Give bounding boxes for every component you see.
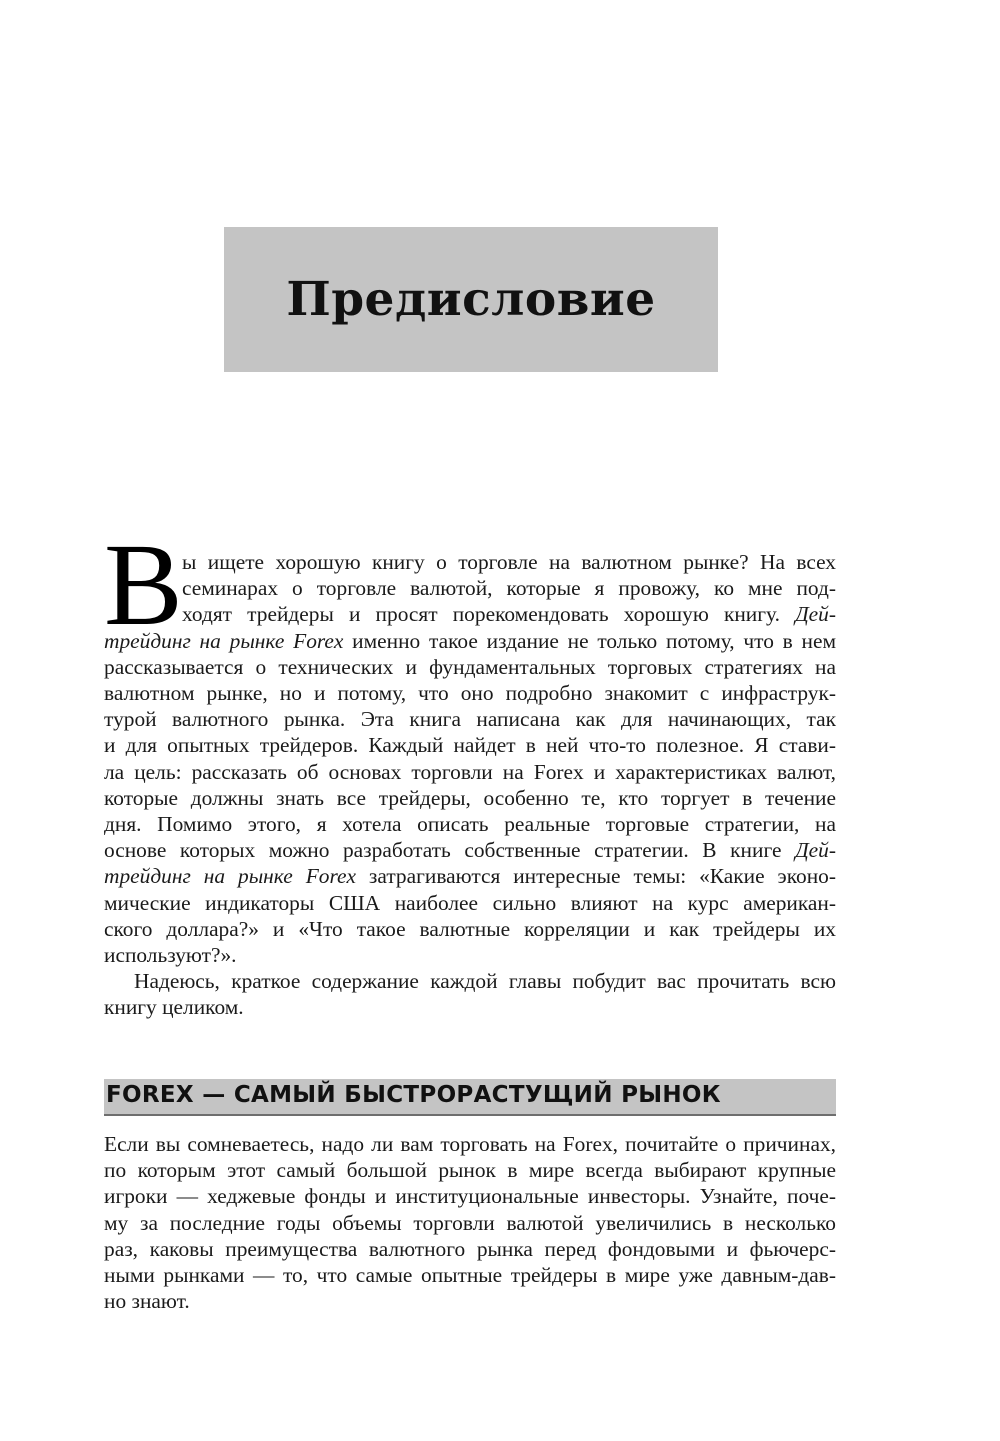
text-line: валютном рынке, но и потому, что оно подробно знакомит с инфраструк- <box>104 681 836 706</box>
text-segment: затрагиваются интересные темы: «Какие эконо- <box>355 864 836 889</box>
text-line: Если вы сомневаетесь, надо ли вам торговать на Forex, почитайте о причинах, <box>104 1132 836 1156</box>
text-line: ского доллара?» и «Что такое валютные корреляции и как трейдеры их <box>104 916 836 941</box>
book-title-italic: трейдинг на рынке Forex <box>104 864 356 889</box>
text-segment: основе которых можно разработать собственные стратегии. В книге <box>104 838 782 863</box>
text-line: и для опытных трейдеров. Каждый найдет в ней что-то полезное. Я стави- <box>104 733 836 758</box>
text-line: используют?». <box>104 943 237 968</box>
text-segment: именно такое издание не только потому, что в нем <box>343 628 836 653</box>
section-heading-bar <box>104 1079 836 1116</box>
chapter-title-box <box>224 227 718 372</box>
chapter-title: Предисловие <box>286 272 656 327</box>
text-line: по которым этот самый большой рынок в мире всегда выбирают крупные <box>104 1158 836 1183</box>
text-line <box>104 601 836 627</box>
text-line: игроки — хеджевые фонды и институциональные инвесторы. Узнайте, поче- <box>104 1184 836 1209</box>
text-line: ы ищете хорошую книгу о торговле на валютном рынке? На всех <box>182 550 836 574</box>
book-title-italic: Дей- <box>795 602 836 627</box>
text-line: мические индикаторы США наиболее сильно влияют на курс американ- <box>104 890 836 915</box>
text-line: турой валютного рынка. Эта книга написана как для начинающих, так <box>104 707 836 732</box>
text-line <box>104 863 836 889</box>
text-line: семинарах о торговле валютой, которые я провожу, ко мне под- <box>182 576 836 601</box>
text-line: но знают. <box>104 1289 190 1314</box>
section-paragraph <box>104 1131 836 1314</box>
text-line <box>104 837 836 863</box>
text-line: раз, каковы преимущества валютного рынка перед фондовыми и фьючерс- <box>104 1236 836 1261</box>
text-line: книгу целиком. <box>104 995 244 1020</box>
book-title-italic: трейдинг на рынке Forex <box>104 628 344 653</box>
text-line: которые должны знать все трейдеры, особенно те, кто торгует в течение <box>104 785 836 810</box>
text-segment: ходят трейдеры и просят порекомендовать хорошую книгу. <box>182 602 780 627</box>
text-line: рассказывается о технических и фундаментальных торговых стратегиях на <box>104 654 836 679</box>
intro-paragraph <box>104 549 836 1021</box>
text-line: дня. Помимо этого, я хотела описать реальные торговые стратегии, на <box>104 812 836 837</box>
text-line: му за последние годы объемы торговли валютой увеличились в несколько <box>104 1210 836 1235</box>
text-line <box>104 628 836 654</box>
section-heading: FOREX — САМЫЙ БЫСТРОРАСТУЩИЙ РЫНОК <box>106 1082 721 1108</box>
text-line: ными рынками — то, что самые опытные трейдеры в мире уже давным-дав- <box>104 1263 836 1288</box>
drop-cap: В <box>104 519 183 650</box>
text-line: Надеюсь, краткое содержание каждой главы побудит вас прочитать всю <box>134 969 836 994</box>
text-line: ла цель: рассказать об основах торговли на Forex и характеристиках валют, <box>104 759 836 784</box>
book-title-italic: Дей- <box>795 838 836 863</box>
